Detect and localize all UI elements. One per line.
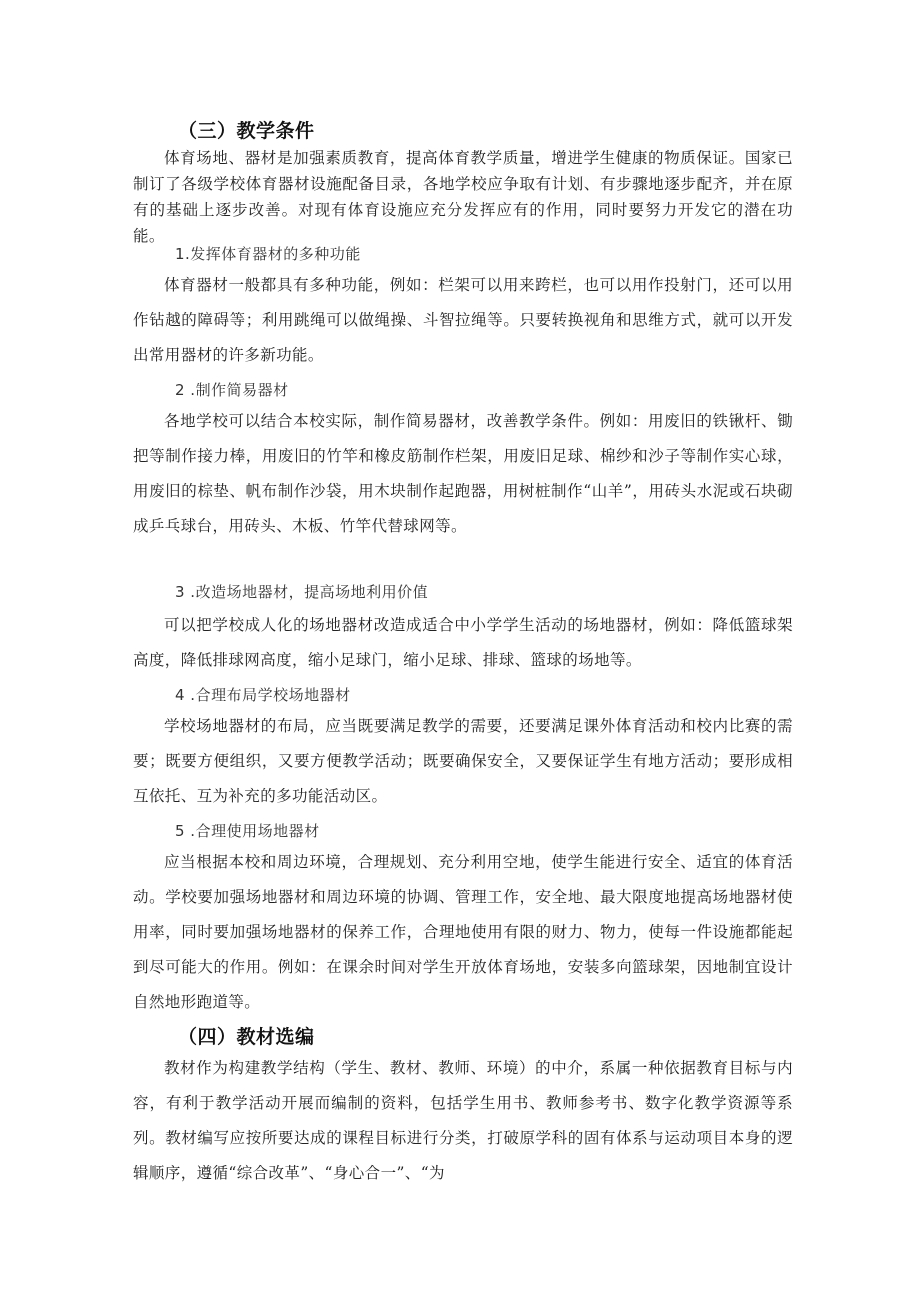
paragraph-item-1: 体育器材一般都具有多种功能，例如：栏架可以用来跨栏，也可以用作投射门，还可以用作钻越的障碍等；利用跳绳可以做绳操、斗智拉绳等。只要转换视角和思维方式，就可以开发出常用器材的许多新功能。	[133, 276, 793, 364]
section-heading-textbook-selection: （四）教材选编	[178, 1026, 315, 1048]
subheading-item-3: 3 .改造场地器材，提高场地利用价值	[175, 583, 429, 601]
paragraph-textbook-selection: 教材作为构建教学结构（学生、教材、教师、环境）的中介，系属一种依据教育目标与内容，有利于教学活动开展而编制的资料，包括学生用书、教师参考书、数字化教学资源等系列。教材编写应按所要达成的课程目标进行分类，打破原学科的固有体系与运动项目本身的逻辑顺序，遵循“综合改革”、“身心合一”、“为	[133, 1059, 793, 1182]
paragraph-item-5: 应当根据本校和周边环境，合理规划、充分利用空地，使学生能进行安全、适宜的体育活动。学校要加强场地器材和周边环境的协调、管理工作，安全地、最大限度地提高场地器材使用率，同时要加强场地器材的保养工作，合理地使用有限的财力、物力，使每一件设施都能起到尽可能大的作用。例如：在课余时间对学生开放体育场地，安装多向篮球架，因地制宜设计自然地形跑道等。	[133, 853, 793, 1011]
section-intro-paragraph: 体育场地、器材是加强素质教育，提高体育教学质量，增进学生健康的物质保证。国家已制订了各级学校体育器材设施配备目录，各地学校应争取有计划、有步骤地逐步配齐，并在原有的基础上逐步改善。对现有体育设施应充分发挥应有的作用，同时要努力开发它的潜在功能。	[133, 149, 793, 245]
paragraph-item-4: 学校场地器材的布局，应当既要满足教学的需要，还要满足课外体育活动和校内比赛的需要；既要方便组织，又要方便教学活动；既要确保安全，又要保证学生有地方活动；要形成相互依托、互为补充的多功能活动区。	[133, 717, 793, 805]
section-heading-teaching-conditions: （三）教学条件	[178, 120, 315, 142]
subheading-item-2: 2 .制作简易器材	[175, 381, 289, 399]
subheading-item-4: 4 .合理布局学校场地器材	[175, 686, 351, 704]
paragraph-item-2: 各地学校可以结合本校实际，制作简易器材，改善教学条件。例如：用废旧的铁锹杆、锄把等制作接力棒，用废旧的竹竿和橡皮筋制作栏架，用废旧足球、棉纱和沙子等制作实心球，用废旧的棕垫、帆布制作沙袋，用木块制作起跑器，用树桩制作“山羊”，用砖头水泥或石块砌成乒乓球台，用砖头、木板、竹竿代替球网等。	[133, 412, 793, 535]
subheading-item-5: 5 .合理使用场地器材	[175, 822, 320, 840]
subheading-item-1: 1.发挥体育器材的多种功能	[175, 245, 361, 263]
paragraph-item-3: 可以把学校成人化的场地器材改造成适合中小学学生活动的场地器材，例如：降低篮球架高度，降低排球网高度，缩小足球门，缩小足球、排球、篮球的场地等。	[133, 616, 793, 669]
